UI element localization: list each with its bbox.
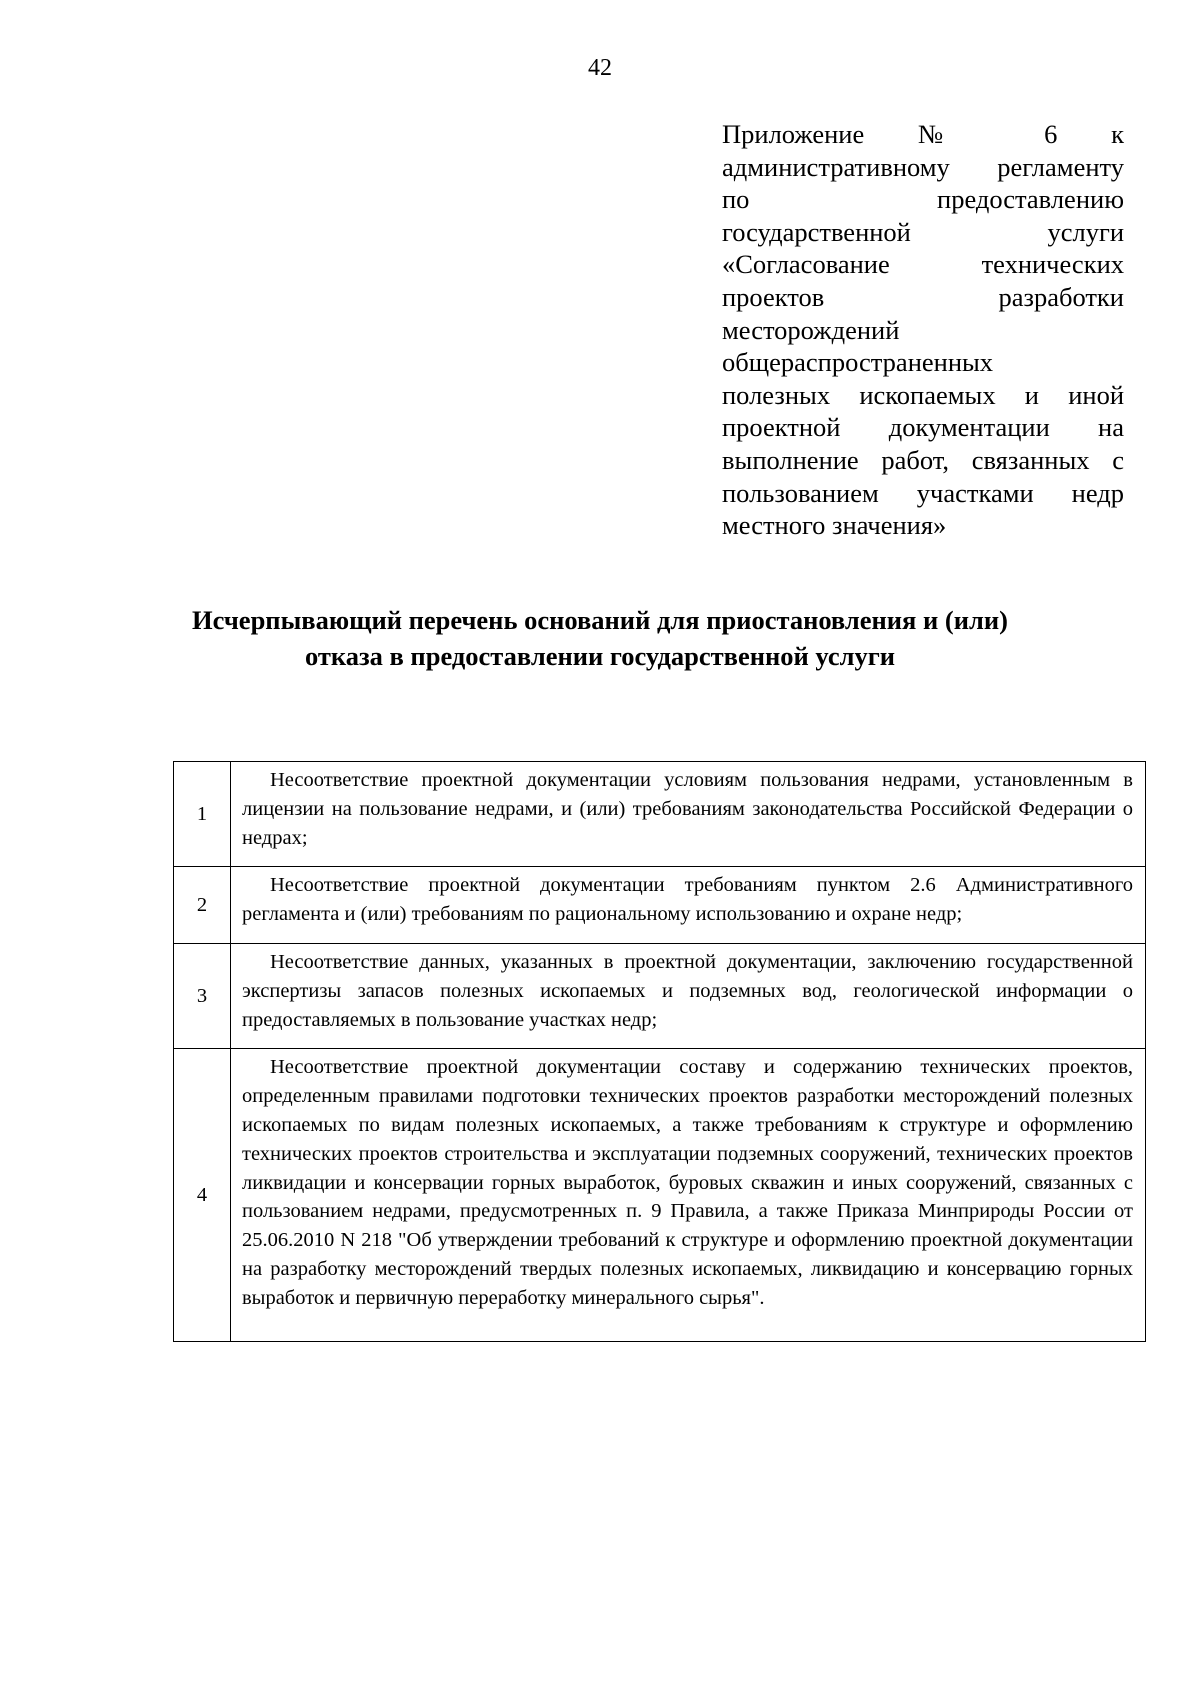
document-title (0, 602, 1200, 674)
table-row (174, 943, 1146, 1048)
appendix-line: «Согласование технических (722, 249, 1124, 280)
row-text: Несоответствие данных, указанных в проектной документации, заключению государственной экспертизы запасов полезных ископаемых и подземных вод, геологической информации о предоставляемых в пользование участках недр; (231, 943, 1146, 1048)
appendix-line: полезных ископаемых и иной (722, 379, 1124, 410)
row-text: Несоответствие проектной документации составу и содержанию технических проектов, определенным правилами подготовки технических проектов разработки месторождений полезных ископаемых по видам полезных ископаемых, а также требованиям к структуре и оформлению технических проектов строительства и эксплуатации подземных сооружений, технических проектов ликвидации и консервации горных выработок, буровых скважин и иных сооружений, связанных с пользованием недрами, предусмотренных п. 9 Правила, а также Приказа Минприроды России от 25.06.2010 N 218 "Об утверждении требований к структуре и оформлению проектной документации на разработку месторождений твердых полезных ископаемых, ликвидацию и консервацию горных выработок и первичную переработку минерального сырья". (231, 1049, 1146, 1341)
appendix-line: пользованием участками недр (722, 477, 1124, 508)
appendix-line: проектов разработки (722, 281, 1124, 312)
appendix-reference (722, 118, 1124, 542)
appendix-line: Приложение № 6 к (722, 119, 1124, 149)
appendix-line: по предоставлению (722, 184, 1124, 215)
appendix-line: выполнение работ, связанных с (722, 444, 1124, 475)
appendix-line: административному регламенту (722, 151, 1124, 182)
row-text: Несоответствие проектной документации условиям пользования недрами, установленным в лицензии на пользование недрами, и (или) требованиям законодательства Российской Федерации о недрах; (231, 762, 1146, 867)
table-row (174, 1049, 1146, 1341)
appendix-line: государственной услуги (722, 216, 1124, 247)
row-number: 1 (174, 762, 231, 867)
appendix-line: общераспространенных (722, 347, 994, 378)
grounds-table (173, 761, 1146, 1342)
row-text: Несоответствие проектной документации требованиям пунктом 2.6 Административного регламента и (или) требованиям по рациональному использованию и охране недр; (231, 867, 1146, 944)
appendix-line: проектной документации на (722, 412, 1124, 443)
table-row (174, 867, 1146, 944)
appendix-line: месторождений (722, 314, 900, 345)
title-line: Исчерпывающий перечень оснований для приостановления и (или) (192, 605, 1008, 635)
table-row (174, 762, 1146, 867)
row-number: 2 (174, 867, 231, 944)
title-line: отказа в предоставлении государственной услуги (304, 641, 896, 671)
row-number: 4 (174, 1049, 231, 1341)
appendix-line: местного значения» (722, 510, 947, 541)
row-number: 3 (174, 943, 231, 1048)
page-number: 42 (588, 55, 612, 81)
